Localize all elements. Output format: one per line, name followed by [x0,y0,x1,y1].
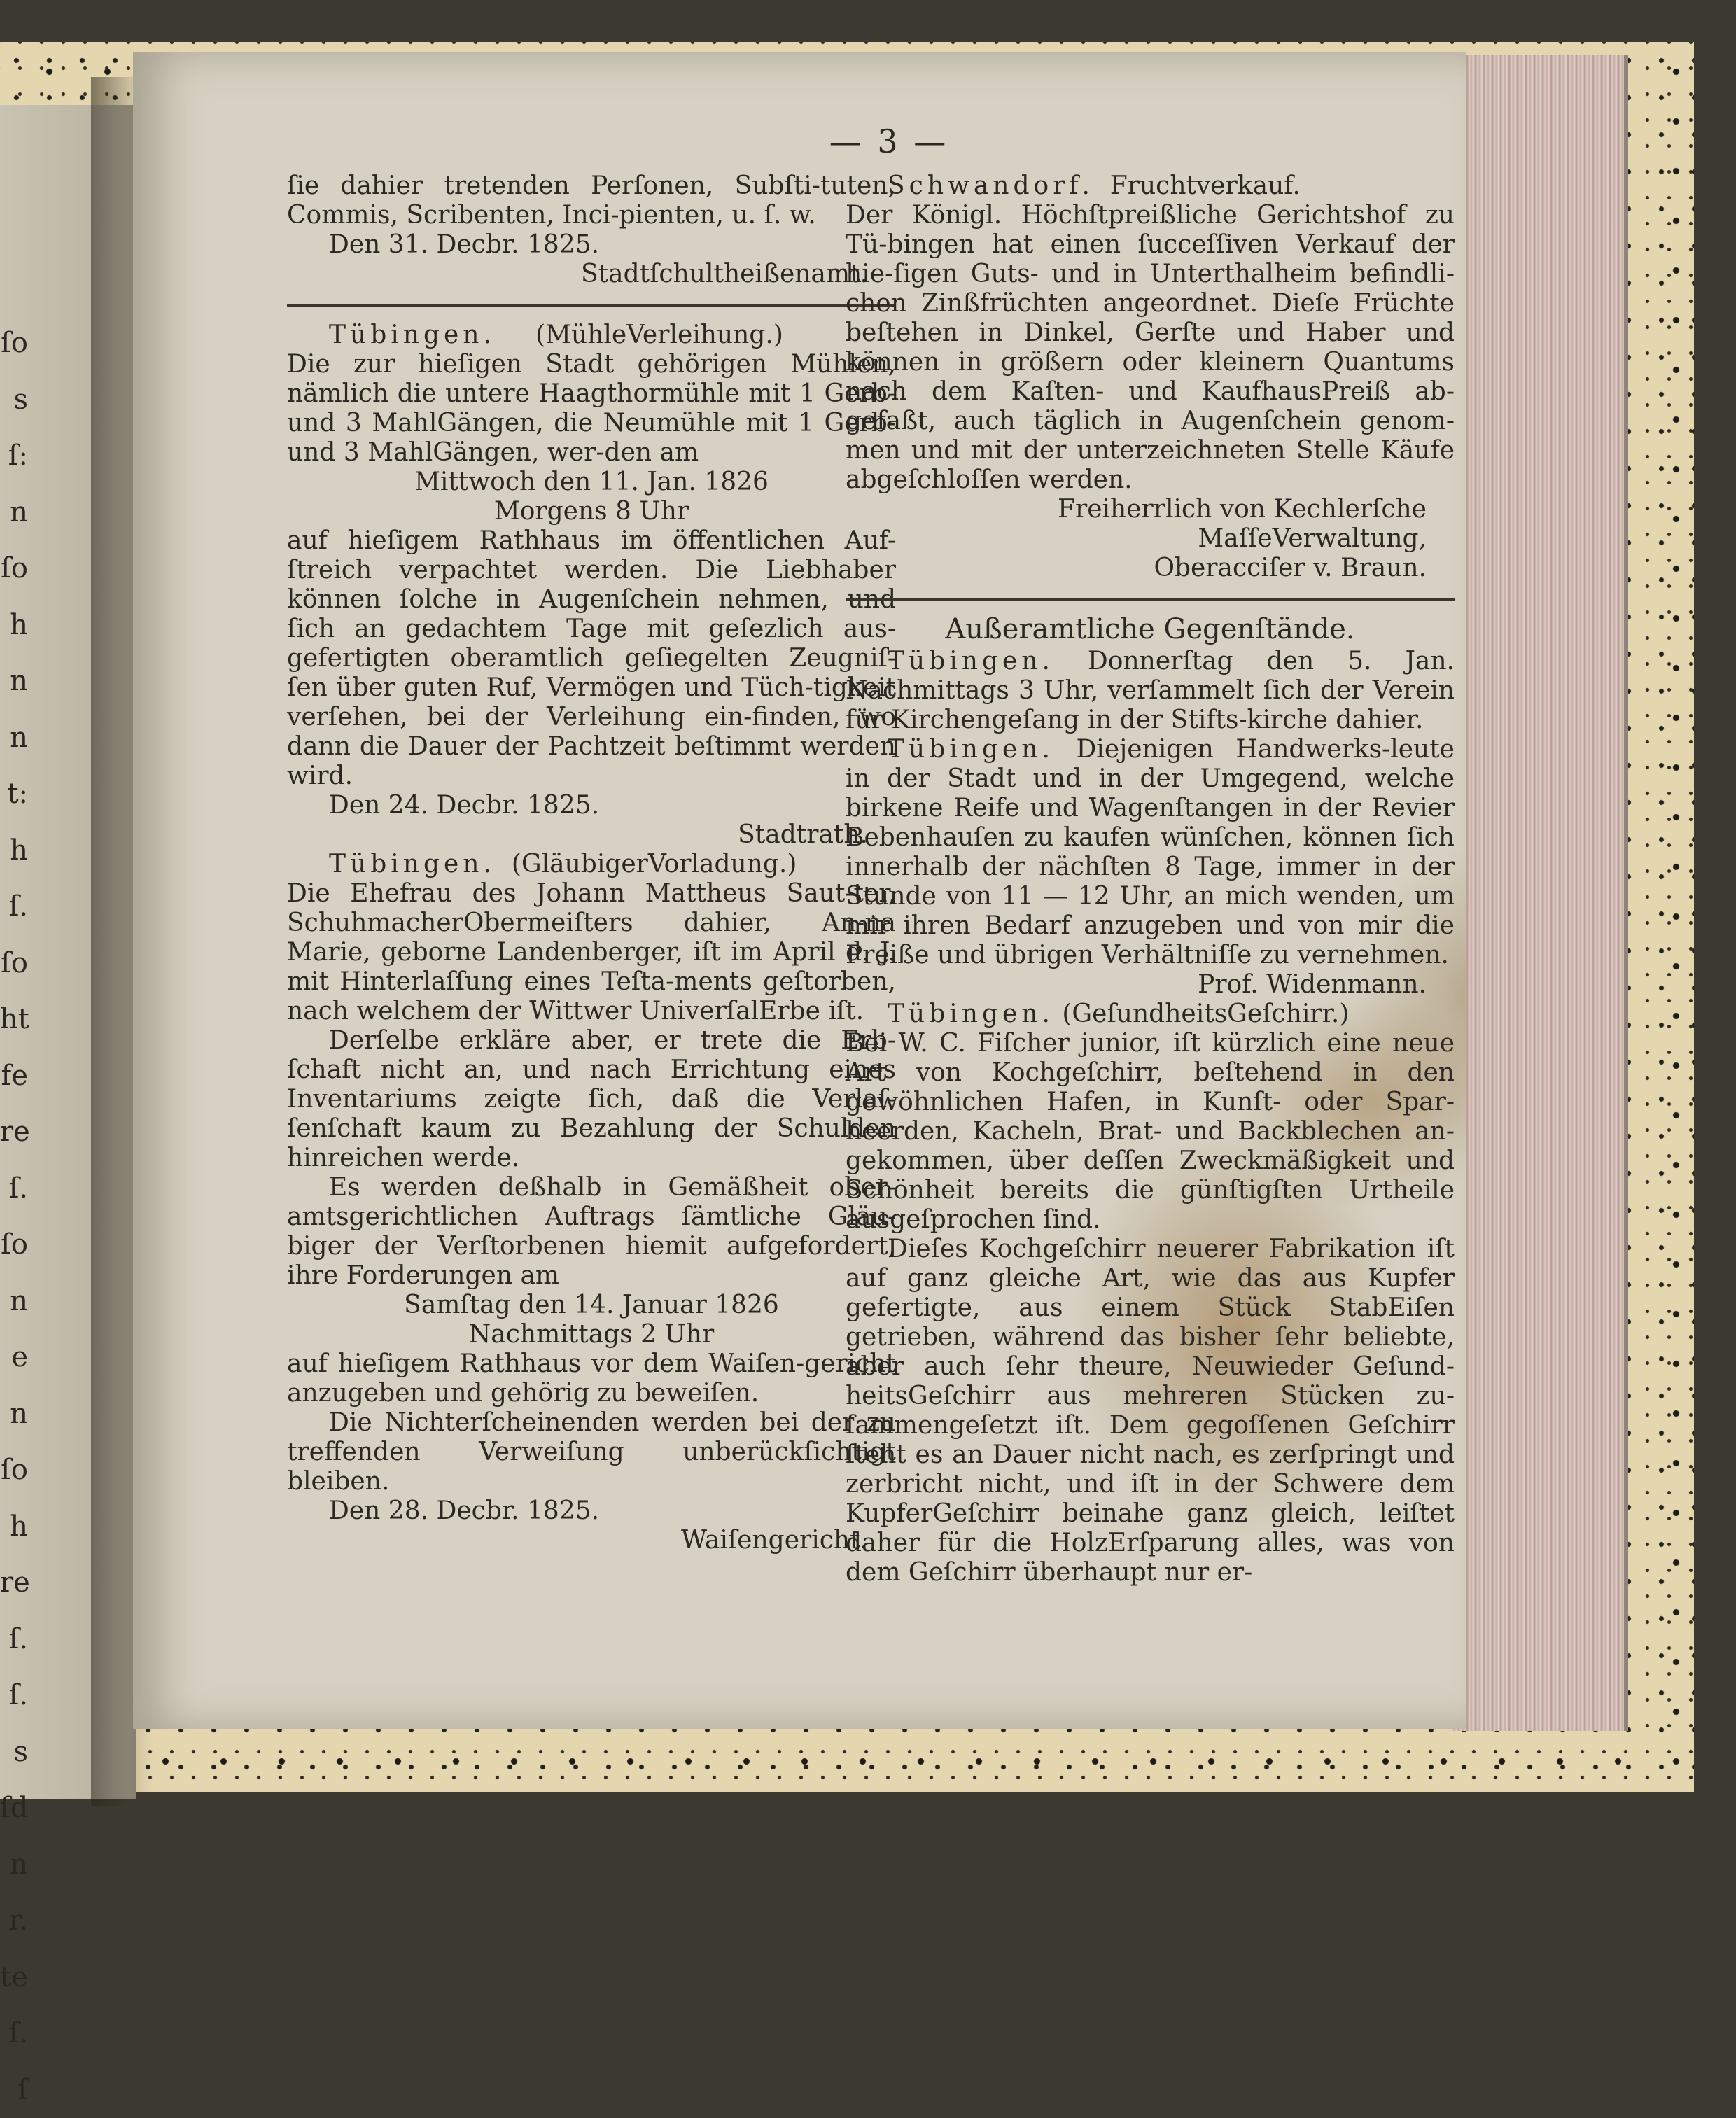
notice2-dateline: Den 24. Decbr. 1825. [287,791,896,820]
divider [287,304,896,307]
notice3-text2: Derſelbe erkläre aber, er trete die Erb-ſchaft nicht an, und nach Errichtung eines Inventariums zeigte ſich, daß die Verlaſ-ſenſchaft kaum zu Bezahlung der Schulden hinreichen werde. [287,1026,896,1173]
left-page-edge-letter: s [0,372,28,428]
notice6-signature: Prof. Widenmann. [846,970,1455,1000]
left-page-edge-letter: ſo [0,315,28,372]
notice6-text: Diejenigen Handwerks-leute in der Stadt und in der Umgegend, welche birkene Reife und Wagenſtangen in der Revier Bebenhauſen zu kaufen wünſchen, können ſich innerhalb der nächſten 8 Tage, immer in der Stunde von 11 — 12 Uhr, an mich wenden, um mir ihren Bedarf anzugeben und von mir die Preiße und übrigen Verhältniſſe zu vernehmen. [846,735,1455,969]
left-page-edge-letter: ht [0,991,28,1048]
notice2-place: Tübingen. [329,321,496,349]
notice4-text: Der Königl. Höchſtpreißliche Gerichtshof zu Tü-bingen hat einen ſucceſſiven Verkauf der hie-ſigen Guts- und in Unterthalheim befindli-chen Zinßfrüchten angeordnet. Dieſe Früchte beſtehen in Dinkel, Gerſte und Haber und können in größern oder kleinern Quantums nach dem Kaſten- und KaufhausPreiß ab-gefaßt, auch täglich in Augenſchein genom-men und mit der unterzeichneten Stelle Käufe abgeſchloſſen werden. [846,201,1455,495]
notice2-date: Mittwoch den 11. Jan. 1826 [287,468,896,497]
left-page-edge-letter: ſ [0,2062,28,2118]
notice1-text: ſie dahier tretenden Perſonen, Subſti-tuten, Commis, Scribenten, Inci-pienten, u. ſ. w. [287,171,896,230]
right-column [846,171,1455,1587]
notice3-text: Die Ehefrau des Johann Mattheus Saut-ter, SchuhmacherObermeiſters dahier, An-na Marie, geborne Landenberger, iſt im April d. J. mit Hinterlaſſung eines Teſta-ments geſtorben, nach welchem der Wittwer UniverſalErbe iſt. [287,879,896,1026]
left-page-edge-letter: h [0,822,28,879]
left-page-edge-letter: ſo [0,1216,28,1273]
left-page-edge-letter: ſ: [0,428,28,484]
page-fore-edge [1452,55,1628,1731]
left-page-edge-letter: ſo [0,935,28,992]
notice2-signature: Stadtrath. [287,820,896,850]
notice7-place: Tübingen. [888,1000,1054,1028]
section-title: Außeramtliche Gegenſtände. [846,615,1455,644]
notice1-signature: Stadtſchultheißenamt. [287,260,896,289]
left-page-edge-letter: n [0,1386,28,1443]
notice2-title: (MühleVerleihung.) [536,321,783,349]
notice5 [846,647,1455,735]
notice3-dateline: Den 28. Decbr. 1825. [287,1496,896,1526]
notice7-title: (GeſundheitsGeſchirr.) [1062,1000,1349,1028]
left-page-edge-letter: n [0,1273,28,1330]
left-page-edge-letter: r. [0,1893,28,1949]
notice4-signature-line3: Oberacciſer v. Braun. [846,554,1455,583]
left-page-edge-letter: n [0,484,28,541]
notice3-text4: auf hieſigem Rathhaus vor dem Waiſen-gericht anzugeben und gehörig zu beweiſen. [287,1349,896,1408]
notice3-text3: Es werden deßhalb in Gemäßheit ober-amtsgerichtlichen Auftrags ſämtliche Gläu-biger der Verſtorbenen hiemit aufgefordert, ihre Forderungen am [287,1173,896,1291]
notice6-place: Tübingen. [888,735,1054,764]
notice4-place: Schwandorf. [888,171,1094,200]
left-page-edge-letter: fe [0,1048,28,1104]
notice7-text2: Dieſes Kochgeſchirr neuerer Fabrikation iſt auf ganz gleiche Art, wie das aus Kupfer gefertigte, aus einem Stück StabEiſen getrieben, während das bisher ſehr beliebte, aber auch ſehr theure, Neuwieder Geſund-heitsGeſchirr aus mehreren Stücken zu-ſammengeſetzt iſt. Dem gegoſſenen Geſchirr ſteht es an Dauer nicht nach, es zerſpringt und zerbricht nicht, und iſt in der Schwere dem KupferGeſchirr beinahe ganz gleich, leiſtet daher für die HolzErſparung alles, was von dem Geſchirr überhaupt nur er- [846,1235,1455,1587]
left-page-edge-letter: h [0,597,28,654]
left-page-edge-letter: n [0,653,28,710]
notice3-title: (GläubigerVorladung.) [512,850,797,878]
notice2-text2: auf hieſigem Rathhaus im öffentlichen Auf-ſtreich verpachtet werden. Die Liebhaber können ſolche in Augenſchein nehmen, und ſich an gedachtem Tage mit geſezlich aus-gefertigten oberamtlich geſiegelten Zeugniſ-ſen über guten Ruf, Vermögen und Tüch-tigkeit verſehen, bei der Verleihung ein-finden, wo dann die Dauer der Pachtzeit beſtimmt werden wird. [287,526,896,791]
left-page-edge-letter: re [0,1104,28,1160]
notice4-signature-line2: MaſſeVerwaltung, [846,524,1455,554]
notice4-title: Fruchtverkauf. [1110,171,1301,200]
left-page-edge-letter: ſ. [0,1160,28,1217]
divider [846,598,1455,601]
left-page-edge-letter: h [0,1499,28,1555]
left-page-edge-letter: ſ. [0,1667,28,1724]
notice3-signature: Waiſengericht. [287,1526,896,1555]
left-page-edge-text [0,315,28,2118]
notice3-date: Samſtag den 14. Januar 1826 [287,1291,896,1320]
notice3-time: Nachmittags 2 Uhr [287,1320,896,1349]
left-page-edge-letter: e [0,1329,28,1386]
left-page-edge-letter: ſo [0,540,28,597]
left-page-edge-letter: s [0,1724,28,1781]
left-page-edge-letter: t: [0,766,28,822]
notice4-heading [846,171,1455,201]
left-page-edge-letter: te [0,1949,28,2006]
page-number: — 3 — [742,122,1036,160]
notice7-heading [846,1000,1455,1029]
notice4-signature-line1: Freiherrlich von Kechlerſche [846,495,1455,524]
notice5-place: Tübingen. [888,647,1054,675]
left-page-edge-letter: ſ. [0,1611,28,1668]
left-page-edge-letter: ſo [0,1442,28,1499]
notice2-text: Die zur hieſigen Stadt gehörigen Mühlen, nämlich die untere Haagthormühle mit 1 Gerb- und 3 MahlGängen, die Neumühle mit 1 Gerb- und 3 MahlGängen, wer-den am [287,350,896,468]
notice5-text: Donnerſtag den 5. Jan. Nachmittags 3 Uhr, verſammelt ſich der Verein für Kirchengeſang in der Stifts-kirche dahier. [846,647,1455,734]
left-page-edge-letter: re [0,1555,28,1611]
notice2-heading [287,321,896,350]
right-page [133,52,1466,1729]
left-page-edge-letter: ſ. [0,2005,28,2062]
notice6 [846,735,1455,970]
notice1-date: Den 31. Decbr. 1825. [287,230,896,260]
notice3-heading [287,850,896,879]
notice2-time: Morgens 8 Uhr [287,497,896,526]
left-column [287,171,896,1555]
left-page-edge-letter: ſd [0,1780,28,1837]
notice3-text5: Die Nichterſcheinenden werden bei der zu treffenden Verweiſung unberückſichtigt bleiben. [287,1408,896,1496]
left-page-edge-letter: ſ. [0,878,28,935]
notice7-text: Bei W. C. Fiſcher junior, iſt kürzlich eine neue Art von Kochgeſchirr, beſtehend in den gewöhnlichen Hafen, in Kunſt- oder Spar-heerden, Kacheln, Brat- und Backblechen an-gekommen, über deſſen Zweckmäßigkeit und Schönheit bereits die günſtigſten Urtheile ausgeſprochen ſind. [846,1029,1455,1235]
notice3-place: Tübingen. [329,850,496,878]
left-page-edge-letter: n [0,710,28,766]
left-page-edge-letter: n [0,1837,28,1893]
